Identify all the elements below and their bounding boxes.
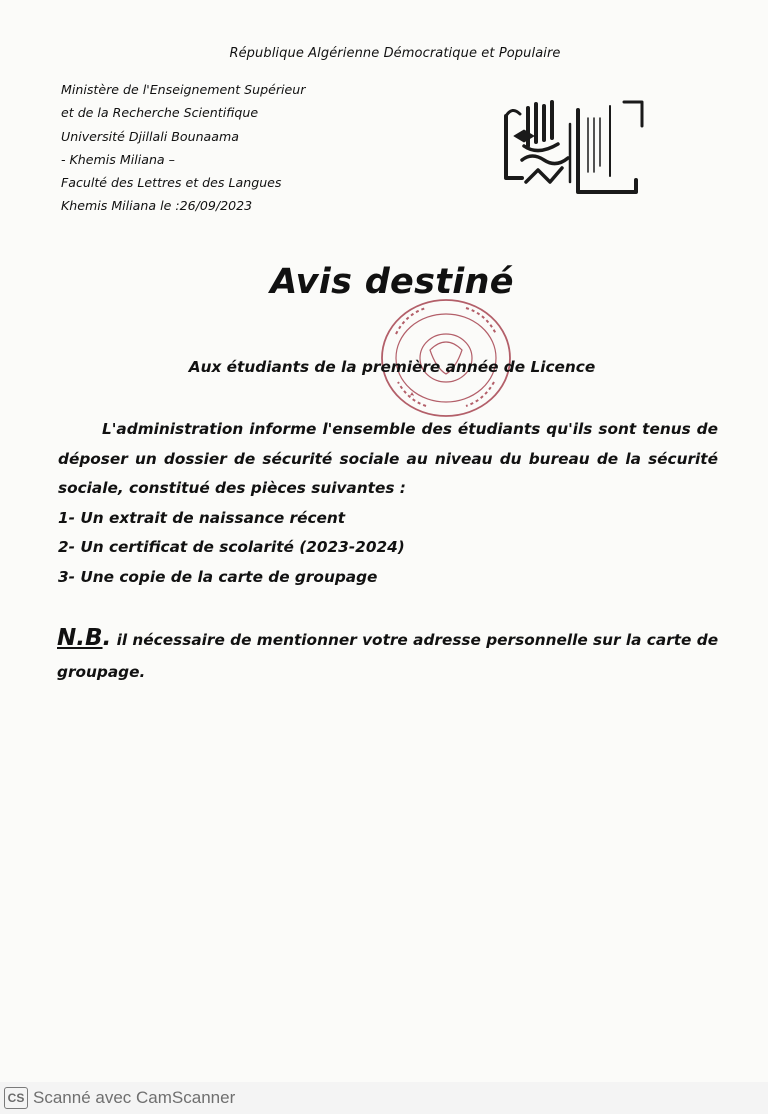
notice-paragraph: L'administration informe l'ensemble des étudiants qu'ils sont tenus de déposer un dossier de sécurité sociale au niveau du bureau de la sécurité sociale, constitué des pièces suivantes : — [58, 420, 718, 497]
list-item: 2- Un certificat de scolarité (2023-2024) — [58, 538, 405, 556]
nb-label: N.B — [57, 625, 103, 651]
faculty-name: Faculté des Lettres et des Langues — [61, 175, 282, 191]
notice-audience: Aux étudiants de la première année de Licence — [188, 358, 596, 376]
camscanner-icon: CS — [4, 1087, 28, 1109]
notice-title: Avis destiné — [270, 262, 514, 302]
institution-header — [61, 78, 305, 218]
ministry-line: Ministère de l'Enseignement Supérieur — [61, 82, 306, 97]
list-item: 3- Une copie de la carte de groupage — [58, 567, 378, 586]
list-item: 1- Un extrait de naissance récent — [58, 508, 346, 527]
document-date: Khemis Miliana le :26/09/2023 — [61, 198, 253, 214]
ministry-line-2: et de la Recherche Scientifique — [61, 105, 259, 121]
nb-text: il nécessaire de mentionner votre adresse personnelle sur la carte de groupage. — [57, 631, 719, 681]
university-logo — [498, 96, 648, 198]
university-city: - Khemis Miliana – — [61, 151, 175, 167]
university-name: Université Djillali Bounaama — [61, 128, 239, 144]
republic-heading: République Algérienne Démocratique et Populaire — [229, 46, 561, 61]
scanner-label: Scanné avec CamScanner — [33, 1088, 236, 1107]
notice-body — [58, 415, 718, 592]
nota-bene — [57, 622, 727, 688]
scanner-footer — [0, 1082, 768, 1114]
nb-separator: . — [102, 625, 112, 651]
